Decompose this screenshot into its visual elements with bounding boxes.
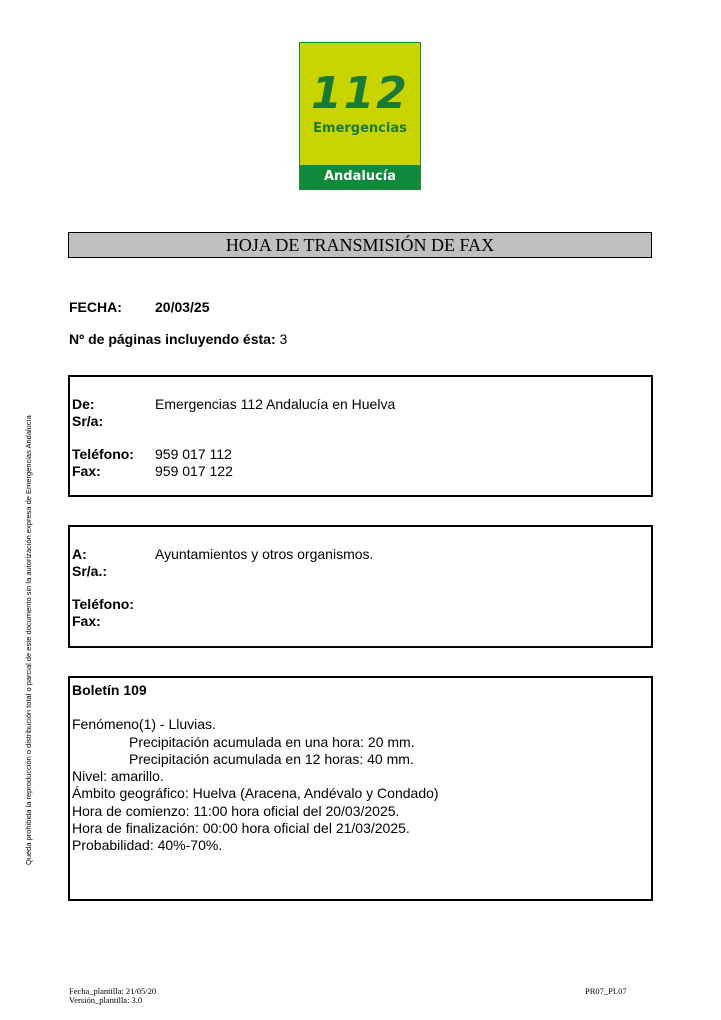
recipient-sra-label: Sr/a.:: [72, 563, 108, 579]
bulletin-title: Boletín 109: [72, 682, 147, 698]
logo-region: Andalucía: [300, 165, 420, 189]
recipient-sra-row: [72, 563, 107, 579]
a-label: A:: [72, 546, 87, 562]
sra-label: Sr/a:: [72, 413, 104, 429]
sender-sra-row: [72, 413, 103, 429]
fecha-row: [69, 299, 210, 315]
bulletin-line: Nivel: amarillo.: [72, 768, 164, 785]
logo-subtitle: Emergencias: [313, 121, 407, 136]
recipient-a-row: [72, 546, 87, 562]
bulletin-line: Hora de finalización: 00:00 hora oficial del 21/03/2025.: [72, 820, 410, 837]
bulletin-line: Ámbito geográfico: Huelva (Aracena, Andévalo y Condado): [72, 785, 439, 802]
footer-left: [69, 987, 156, 1005]
recipient-telefono-label: Teléfono:: [72, 596, 134, 612]
footer-version-plantilla: Versión_plantilla: 3.0: [69, 995, 143, 1005]
bulletin-line: Precipitación acumulada en una hora: 20 mm.: [129, 733, 415, 750]
sender-fax-row: [72, 463, 101, 479]
paginas-label: Nº de páginas incluyendo ésta:: [69, 331, 276, 347]
bulletin-line: Probabilidad: 40%-70%.: [72, 837, 223, 854]
de-label: De:: [72, 396, 95, 412]
de-value: Emergencias 112 Andalucía en Huelva: [155, 396, 396, 412]
recipient-fax-label: Fax:: [72, 613, 101, 629]
sender-box: [68, 375, 653, 497]
bulletin-line: Precipitación acumulada en 12 horas: 40 mm.: [129, 750, 414, 767]
fax-label: Fax:: [72, 463, 101, 479]
paginas-row: [69, 331, 287, 347]
recipient-fax-row: [72, 613, 101, 629]
paginas-value: 3: [279, 331, 288, 347]
sender-de-row: [72, 396, 95, 412]
recipient-box: [68, 525, 653, 648]
recipient-tel-row: [72, 596, 134, 612]
side-legal-note: Queda prohibida la reproducción o distribución total o parcial de este documento sin la autorización expresa de Emergencias Andalucía: [24, 415, 33, 865]
bulletin-box: [68, 676, 653, 901]
fecha-value: 20/03/25: [155, 299, 210, 315]
bulletin-line: Hora de comienzo: 11:00 hora oficial del 20/03/2025.: [72, 802, 400, 819]
telefono-label: Teléfono:: [72, 446, 134, 462]
a-value: Ayuntamientos y otros organismos.: [155, 546, 374, 562]
emergencias-112-logo: [299, 42, 421, 190]
footer-fecha-plantilla: Fecha_plantilla: 21/05/20: [69, 986, 157, 996]
telefono-value: 959 017 112: [155, 446, 232, 462]
document-title: HOJA DE TRANSMISIÓN DE FAX: [68, 232, 652, 258]
sender-tel-row: [72, 446, 134, 462]
bulletin-content: [72, 682, 439, 855]
footer-code: PR07_PL07: [585, 986, 627, 996]
bulletin-line: Fenómeno(1) - Lluvias.: [72, 716, 216, 733]
fecha-label: FECHA:: [69, 299, 122, 315]
logo-number: 112: [311, 68, 409, 119]
fax-value: 959 017 122: [155, 463, 233, 479]
